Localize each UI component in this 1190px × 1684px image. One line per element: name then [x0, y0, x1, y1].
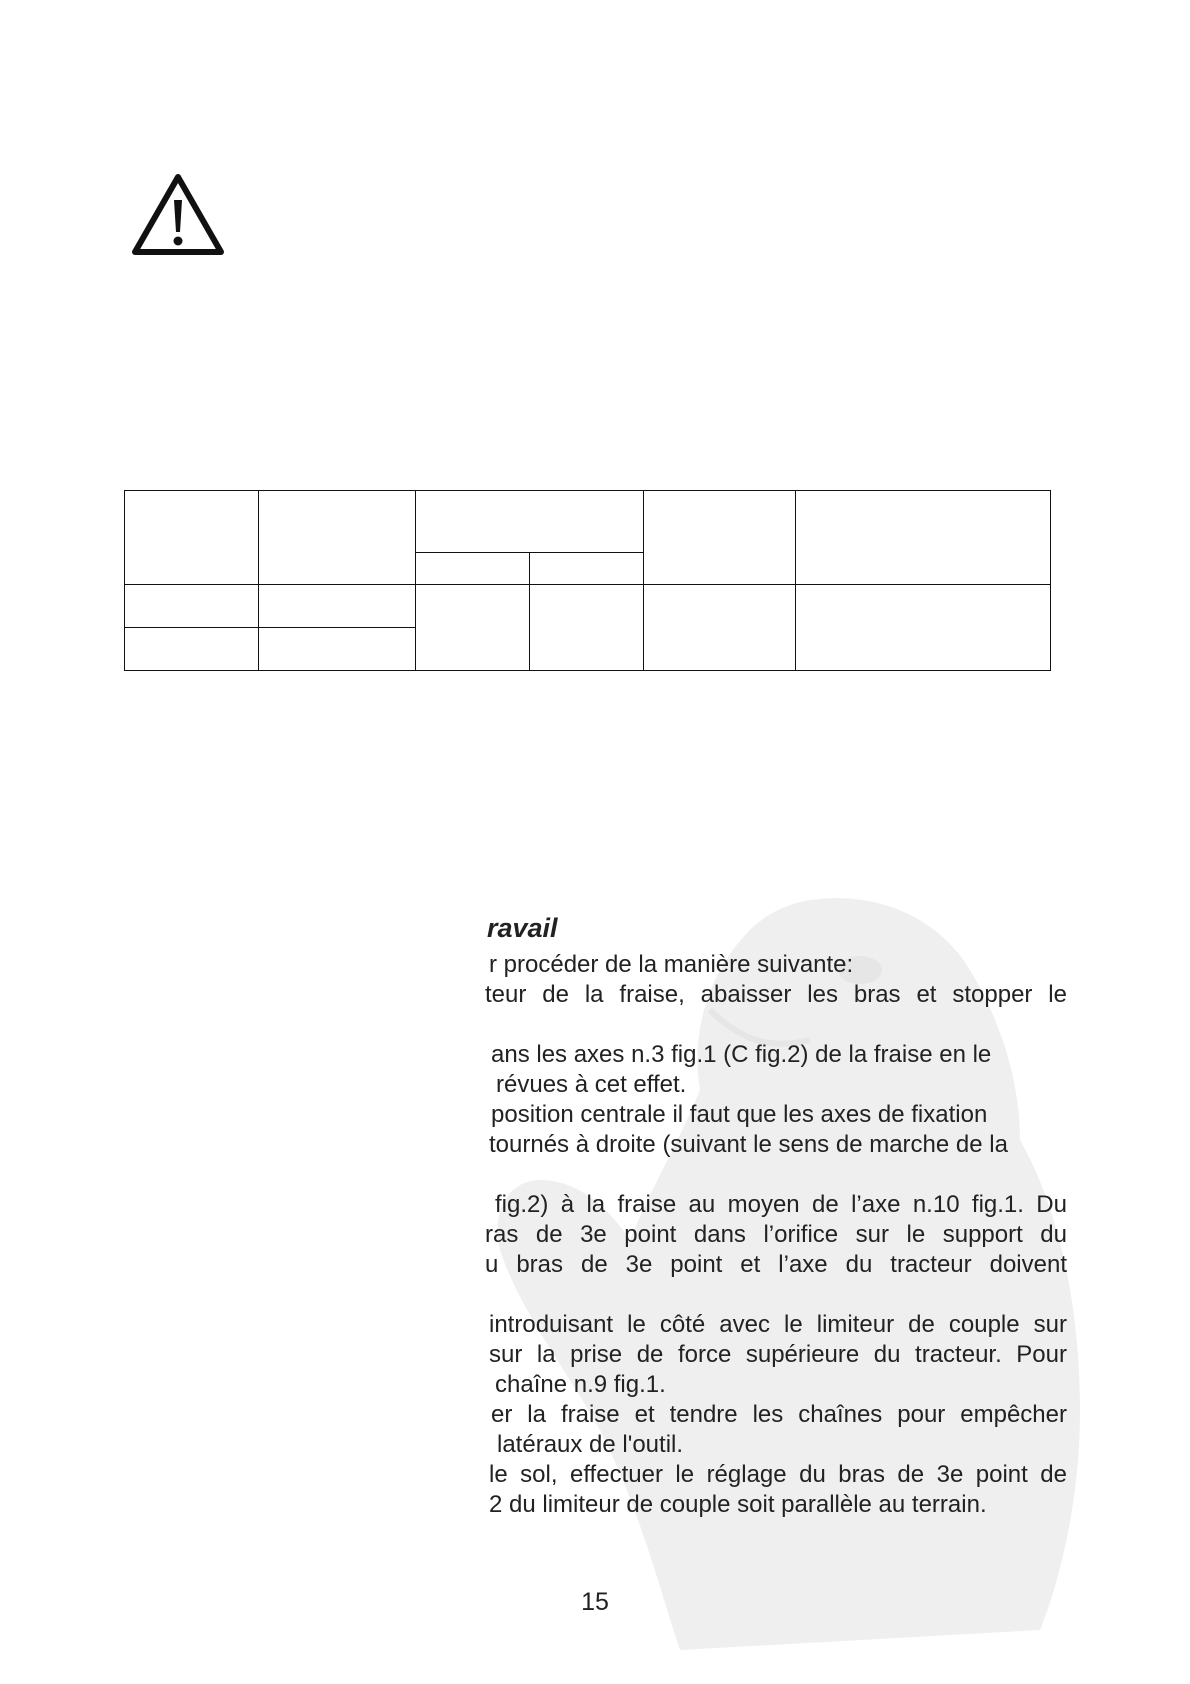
warning-triangle-icon — [130, 172, 226, 258]
table-cell — [796, 491, 1051, 585]
text-line: chaîne n.9 fig.1. — [495, 1371, 666, 1398]
table-cell — [259, 491, 416, 585]
table-cell — [644, 491, 796, 585]
table-cell — [416, 585, 530, 671]
section-heading: ravail — [487, 913, 558, 943]
text-line: teur de la fraise, abaisser les bras et stopper le — [485, 981, 1067, 1008]
text-line: sur la prise de force supérieure du tracteur. Pour — [489, 1341, 1067, 1368]
text-line: fig.2) à la fraise au moyen de l’axe n.10 fig.1. Du — [495, 1191, 1067, 1218]
table-cell — [530, 553, 644, 585]
text-line: révues à cet effet. — [496, 1071, 687, 1098]
table-cell — [796, 585, 1051, 671]
text-line: le sol, effectuer le réglage du bras de 3e point de — [489, 1461, 1067, 1488]
text-line: u bras de 3e point et l’axe du tracteur doivent — [485, 1251, 1067, 1278]
text-line: tournés à droite (suivant le sens de marche de la — [489, 1131, 1008, 1158]
text-line: 2 du limiteur de couple soit parallèle au terrain. — [489, 1491, 987, 1518]
table-cell — [125, 628, 259, 671]
table-cell — [259, 585, 416, 628]
table-cell — [530, 585, 644, 671]
specification-table — [124, 490, 1051, 671]
table-cell — [125, 491, 259, 585]
table-cell — [416, 553, 530, 585]
table-cell — [416, 491, 644, 553]
table-cell — [259, 628, 416, 671]
text-line: r procéder de la manière suivante: — [489, 951, 854, 978]
text-line: ras de 3e point dans l’orifice sur le support du — [485, 1221, 1067, 1248]
text-line: ans les axes n.3 fig.1 (C fig.2) de la fraise en le — [491, 1041, 992, 1068]
text-line: er la fraise et tendre les chaînes pour empêcher — [491, 1401, 1067, 1428]
table-cell — [125, 585, 259, 628]
page-number: 15 — [581, 1588, 609, 1616]
text-line: introduisant le côté avec le limiteur de couple sur — [489, 1311, 1067, 1338]
text-line: position centrale il faut que les axes de fixation — [491, 1101, 988, 1128]
text-line: latéraux de l'outil. — [497, 1431, 684, 1458]
table-cell — [644, 585, 796, 671]
